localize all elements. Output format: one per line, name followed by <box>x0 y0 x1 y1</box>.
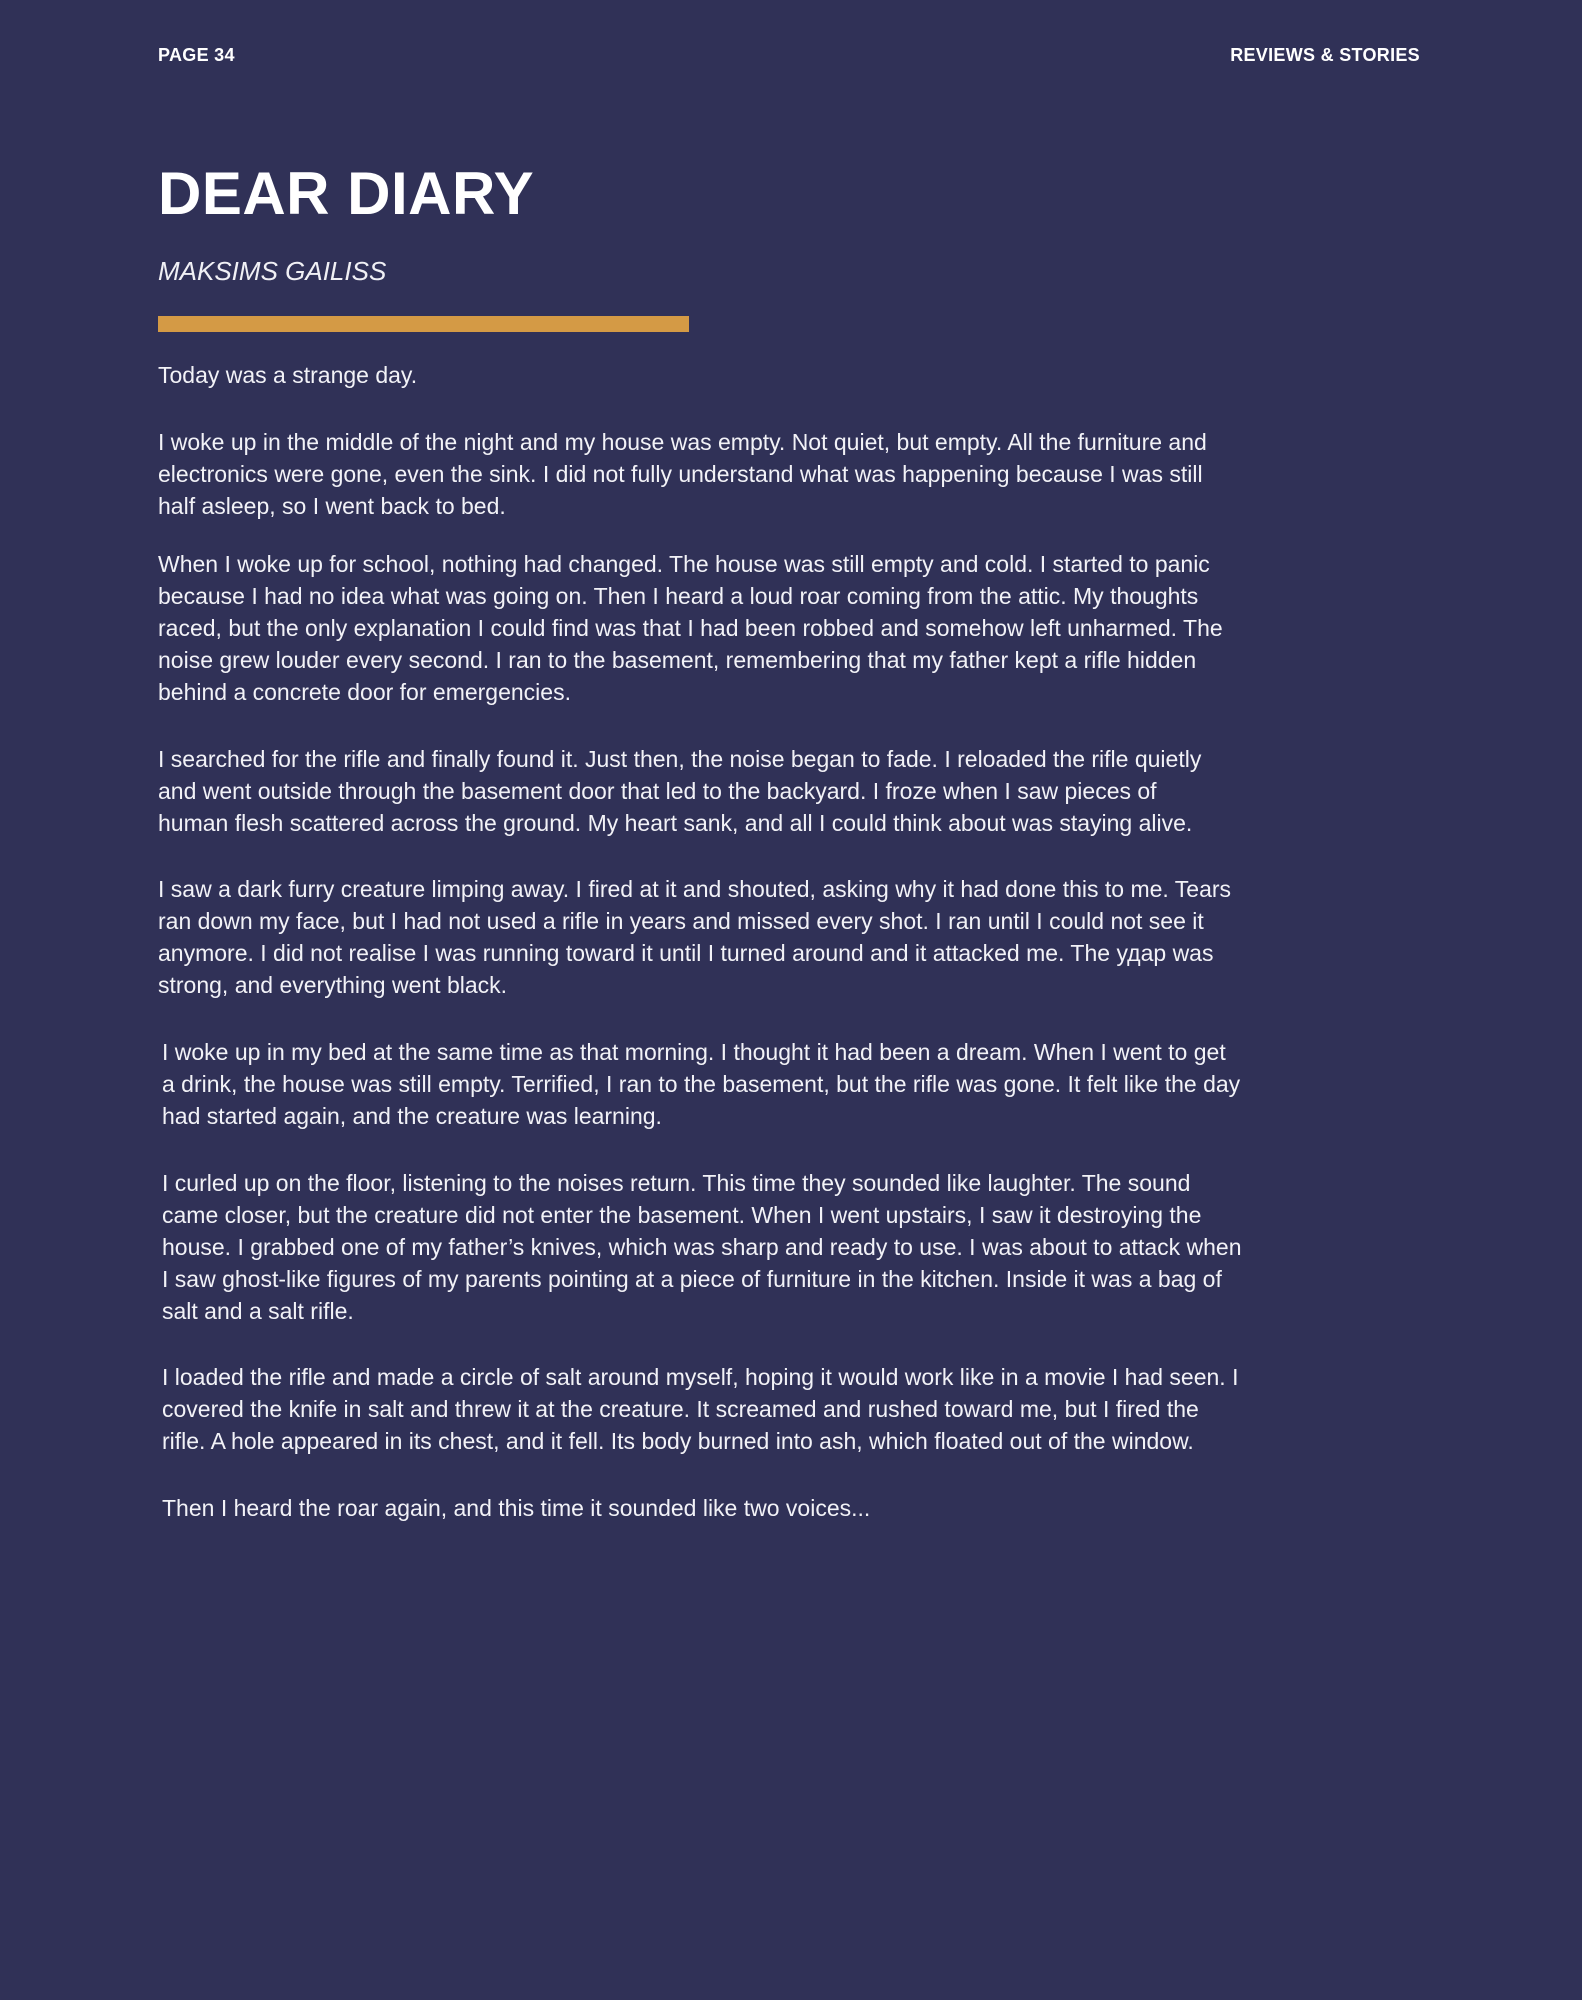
paragraph-3 <box>158 548 1428 708</box>
running-header <box>158 43 1420 67</box>
paragraph-1 <box>158 359 1428 391</box>
page-number: PAGE 34 <box>158 44 235 65</box>
text-line: had started again, and the creature was learning. <box>162 1103 662 1129</box>
paragraph-2 <box>158 426 1428 522</box>
author-byline: MAKSIMS GAILISS <box>158 256 387 286</box>
text-line: because I had no idea what was going on. Then I heard a loud roar coming from the attic. My thoughts <box>158 583 1199 609</box>
paragraph-9 <box>162 1492 1432 1524</box>
paragraph-4 <box>158 743 1428 839</box>
accent-divider <box>158 316 689 332</box>
text-line: ran down my face, but I had not used a rifle in years and missed every shot. I ran until I could not see it <box>158 908 1204 934</box>
text-line: I saw ghost-like figures of my parents pointing at a piece of furniture in the kitchen. Inside it was a bag of <box>162 1266 1222 1292</box>
text-line: I woke up in the middle of the night and my house was empty. Not quiet, but empty. All the furniture and <box>158 429 1207 455</box>
text-line: and went outside through the basement door that led to the backyard. I froze when I saw pieces of <box>158 778 1157 804</box>
text-line: I searched for the rifle and finally found it. Just then, the noise began to fade. I reloaded the rifle quietly <box>158 746 1202 772</box>
section-label: REVIEWS & STORIES <box>1230 44 1420 65</box>
text-line: half asleep, so I went back to bed. <box>158 493 506 519</box>
text-line: covered the knife in salt and threw it at the creature. It screamed and rushed toward me, but I fired the <box>162 1396 1199 1422</box>
text-line: salt and a salt rifle. <box>162 1298 354 1324</box>
paragraph-5 <box>158 873 1428 1001</box>
text-line: anymore. I did not realise I was running toward it until I turned around and it attacked me. The удар was <box>158 940 1214 966</box>
text-line: I woke up in my bed at the same time as that morning. I thought it had been a dream. When I went to get <box>162 1039 1226 1065</box>
text-line: house. I grabbed one of my father’s knives, which was sharp and ready to use. I was about to attack when <box>162 1234 1242 1260</box>
article-title: DEAR DIARY <box>158 160 535 227</box>
text-line: When I woke up for school, nothing had changed. The house was still empty and cold. I started to panic <box>158 551 1210 577</box>
text-line: a drink, the house was still empty. Terrified, I ran to the basement, but the rifle was gone. It felt like the day <box>162 1071 1241 1097</box>
paragraph-8 <box>162 1361 1432 1457</box>
text-line: strong, and everything went black. <box>158 972 508 998</box>
text-line: I loaded the rifle and made a circle of salt around myself, hoping it would work like in a movie I had seen. I <box>162 1364 1239 1390</box>
text-line: noise grew louder every second. I ran to the basement, remembering that my father kept a rifle hidden <box>158 647 1197 673</box>
paragraph-7 <box>162 1167 1432 1327</box>
text-line: I saw a dark furry creature limping away. I fired at it and shouted, asking why it had done this to me. Tears <box>158 876 1232 902</box>
text-line: behind a concrete door for emergencies. <box>158 679 571 705</box>
text-line: Today was a strange day. <box>158 362 418 388</box>
paragraph-6 <box>162 1036 1432 1132</box>
text-line: rifle. A hole appeared in its chest, and it fell. Its body burned into ash, which floated out of the window. <box>162 1428 1194 1454</box>
text-line: I curled up on the floor, listening to the noises return. This time they sounded like laughter. The sound <box>162 1170 1191 1196</box>
text-line: raced, but the only explanation I could find was that I had been robbed and somehow left unharmed. The <box>158 615 1223 641</box>
text-line: came closer, but the creature did not enter the basement. When I went upstairs, I saw it destroying the <box>162 1202 1202 1228</box>
text-line: human flesh scattered across the ground. My heart sank, and all I could think about was staying alive. <box>158 810 1193 836</box>
text-line: electronics were gone, even the sink. I did not fully understand what was happening because I was still <box>158 461 1203 487</box>
text-line: Then I heard the roar again, and this time it sounded like two voices... <box>162 1495 871 1521</box>
